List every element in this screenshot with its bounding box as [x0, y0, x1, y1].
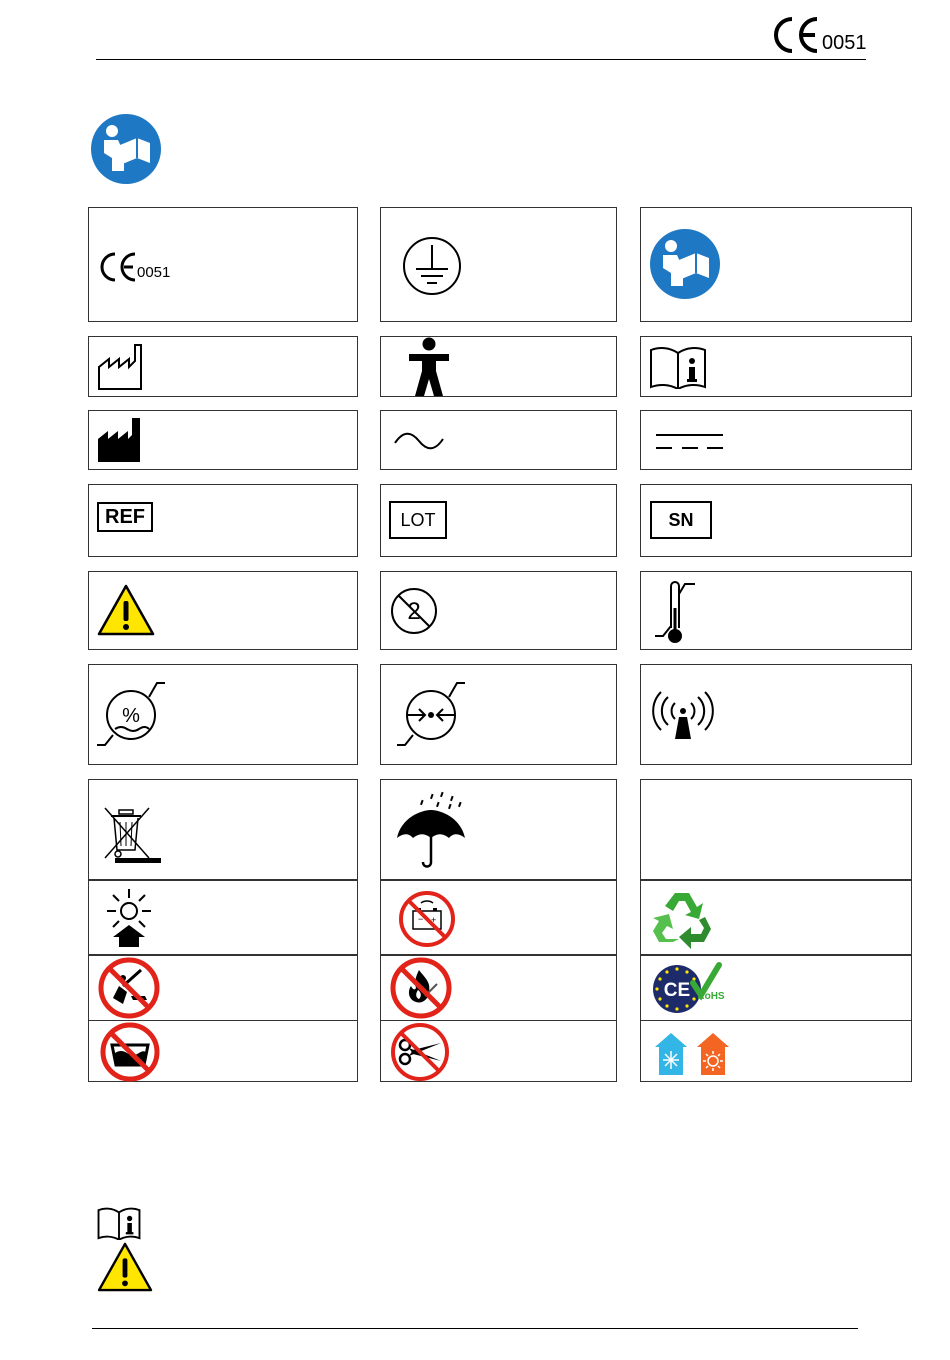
svg-text:+: +	[431, 915, 437, 925]
cell-type-bf-applied-part	[380, 336, 617, 397]
cell-date-of-manufacture	[88, 336, 358, 397]
type-bf-applied-part-icon	[401, 337, 457, 397]
cell-atmospheric-pressure-limit	[380, 664, 617, 765]
header-ce-mark	[770, 14, 870, 56]
consult-instructions-icon	[90, 113, 162, 185]
protective-earth-icon	[401, 235, 463, 297]
cell-indoor-temperature	[640, 1020, 912, 1082]
cell-protective-earth	[380, 207, 617, 322]
keep-away-from-sunlight-icon	[99, 887, 159, 951]
footer-rule	[92, 1328, 858, 1329]
instructions-info-icon	[97, 1206, 141, 1240]
cell-serial-number	[640, 484, 912, 557]
cell-do-not-reuse	[380, 571, 617, 650]
no-cutting-icon	[389, 1021, 451, 1083]
date-of-manufacture-icon	[97, 343, 143, 391]
do-not-wash-icon	[99, 1021, 161, 1083]
cell-rohs	[640, 955, 912, 1021]
no-battery-icon	[397, 889, 457, 949]
recycle-icon	[651, 887, 715, 951]
instructions-info-icon	[649, 345, 707, 389]
consult-instructions-icon	[649, 228, 721, 300]
cell-ce-mark	[88, 207, 358, 322]
catalogue-number-icon: REF	[97, 502, 153, 532]
cell-weee-disposal	[88, 779, 358, 880]
serial-number-icon: SN	[650, 501, 712, 539]
temperature-limit-icon	[653, 578, 701, 648]
cell-caution	[88, 571, 358, 650]
cell-manufacturer	[88, 410, 358, 470]
cell-do-not-wash	[88, 1020, 358, 1082]
manufacturer-icon	[97, 417, 141, 463]
cell-keep-dry	[380, 779, 617, 880]
cell-no-battery	[380, 880, 617, 955]
cell-no-modification	[88, 955, 358, 1021]
weee-disposal-icon	[103, 806, 163, 866]
cell-no-cutting	[380, 1020, 617, 1082]
ce-mark-icon	[97, 250, 139, 284]
no-fire-icon	[389, 956, 453, 1020]
cell-empty	[640, 779, 912, 880]
alternating-current-icon	[393, 429, 445, 453]
cell-temperature-limit	[640, 571, 912, 650]
keep-dry-icon	[393, 790, 469, 870]
indoor-temperature-icon	[653, 1031, 737, 1077]
ce-mark-icon	[770, 14, 822, 56]
non-ionizing-radiation-icon	[651, 691, 715, 741]
no-modification-icon	[97, 956, 161, 1020]
direct-current-icon	[655, 431, 725, 453]
cell-no-fire	[380, 955, 617, 1021]
ce-notified-body-number: 0051	[137, 264, 171, 281]
do-not-reuse-icon	[389, 586, 439, 636]
cell-recycle	[640, 880, 912, 955]
rohs-ce-text: CE	[663, 980, 691, 1001]
atmospheric-pressure-limit-icon	[395, 679, 467, 751]
cell-batch-code	[380, 484, 617, 557]
cell-keep-away-from-sunlight	[88, 880, 358, 955]
cell-consult-instructions	[640, 207, 912, 322]
batch-code-icon: LOT	[389, 501, 447, 539]
cell-humidity-limit	[88, 664, 358, 765]
svg-text:−: −	[418, 914, 424, 924]
cell-direct-current	[640, 410, 912, 470]
caution-icon	[97, 584, 155, 636]
cell-instructions-info	[640, 336, 912, 397]
cell-catalogue-number	[88, 484, 358, 557]
header-notified-body-number: 0051	[822, 32, 867, 54]
cell-non-ionizing-radiation	[640, 664, 912, 765]
single-use-number: 2	[407, 598, 421, 625]
humidity-limit-icon	[95, 679, 167, 751]
humidity-percent: %	[122, 705, 140, 727]
rohs-icon	[649, 961, 733, 1017]
header-rule	[96, 59, 866, 60]
rohs-text: RoHS	[697, 991, 725, 1002]
cell-alternating-current	[380, 410, 617, 470]
caution-icon	[96, 1242, 154, 1292]
